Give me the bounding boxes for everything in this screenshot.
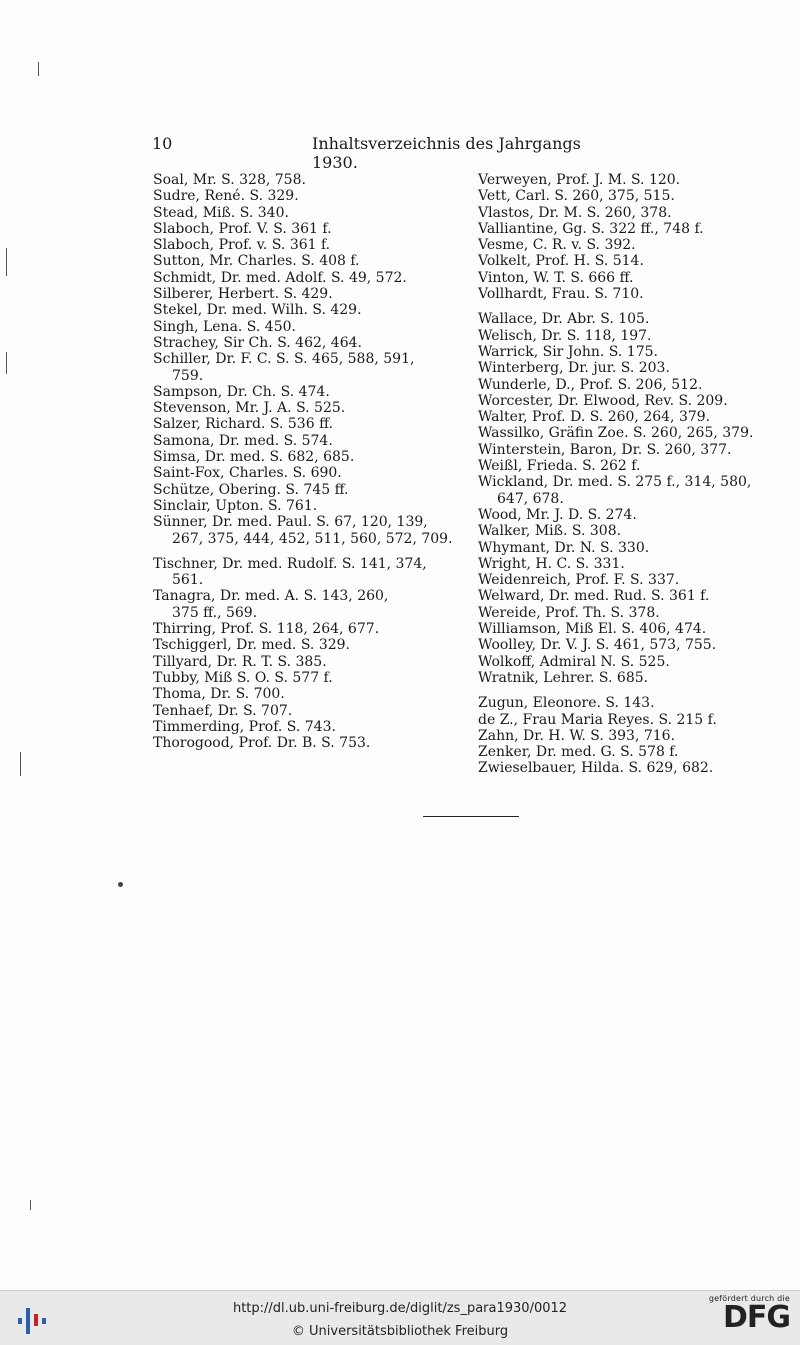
index-entry-text: Sampson, Dr. Ch. S. 474. bbox=[153, 383, 330, 400]
index-entry bbox=[478, 425, 788, 441]
section-gap bbox=[478, 302, 788, 311]
index-entry-text: Walter, Prof. D. S. 260, 264, 379. bbox=[478, 409, 711, 426]
index-entry bbox=[153, 351, 463, 384]
index-entry-text: Stead, Miß. S. 340. bbox=[153, 204, 289, 221]
index-entry bbox=[153, 719, 463, 735]
index-entry-text: Soal, Mr. S. 328, 758. bbox=[153, 172, 306, 188]
index-entry bbox=[478, 286, 788, 302]
index-entry bbox=[478, 221, 788, 237]
end-rule bbox=[423, 816, 519, 817]
index-entry bbox=[153, 433, 463, 449]
index-entry bbox=[478, 205, 788, 221]
index-entry bbox=[478, 572, 788, 588]
index-entry-text: Sutton, Mr. Charles. S. 408 f. bbox=[153, 253, 360, 270]
index-entry-text: Singh, Lena. S. 450. bbox=[153, 318, 296, 335]
index-entry bbox=[153, 686, 463, 702]
index-entry-text: Thoma, Dr. S. 700. bbox=[153, 686, 285, 703]
index-entry bbox=[153, 400, 463, 416]
index-entry bbox=[153, 221, 463, 237]
index-entry bbox=[153, 735, 463, 751]
index-entry bbox=[153, 270, 463, 286]
index-entry bbox=[153, 172, 463, 188]
index-entry bbox=[478, 507, 788, 523]
index-entry bbox=[478, 344, 788, 360]
index-entry-text: Walker, Miß. S. 308. bbox=[478, 523, 622, 540]
index-entry-text: Vinton, W. T. S. 666 ff. bbox=[478, 269, 634, 286]
footer-copyright: © Universitätsbibliothek Freiburg bbox=[291, 1324, 509, 1339]
index-entry-text: Wereide, Prof. Th. S. 378. bbox=[478, 604, 660, 621]
index-entry bbox=[153, 384, 463, 400]
index-entry bbox=[478, 311, 788, 327]
index-entry bbox=[153, 188, 463, 204]
index-entry bbox=[153, 319, 463, 335]
index-entry bbox=[478, 328, 788, 344]
index-entry bbox=[478, 377, 788, 393]
index-entry-text: Strachey, Sir Ch. S. 462, 464. bbox=[153, 334, 362, 351]
index-entry-text: Valliantine, Gg. S. 322 ff., 748 f. bbox=[478, 220, 704, 237]
index-entry bbox=[478, 695, 788, 711]
index-entry-text: Slaboch, Prof. V. S. 361 f. bbox=[153, 220, 332, 237]
index-entry-text: Zugun, Eleonore. S. 143. bbox=[478, 695, 655, 712]
footer-url[interactable]: http://dl.ub.uni-freiburg.de/diglit/zs_para1930/0012 bbox=[232, 1301, 568, 1316]
index-entry bbox=[478, 393, 788, 409]
index-entry-text: Woolley, Dr. V. J. S. 461, 573, 755. bbox=[478, 637, 717, 654]
index-entry bbox=[478, 270, 788, 286]
index-entry bbox=[478, 360, 788, 376]
index-entry-text: Schmidt, Dr. med. Adolf. S. 49, 572. bbox=[153, 269, 407, 286]
index-entry bbox=[478, 172, 788, 188]
index-entry bbox=[478, 712, 788, 728]
dfg-wordmark: DFG bbox=[722, 1300, 790, 1335]
index-entry-text: Tanagra, Dr. med. A. S. 143, 260, bbox=[153, 588, 389, 605]
index-entry-text: Welward, Dr. med. Rud. S. 361 f. bbox=[478, 588, 710, 605]
index-entry-text: Zwieselbauer, Hilda. S. 629, 682. bbox=[478, 760, 714, 777]
index-entry bbox=[478, 605, 788, 621]
index-entry bbox=[478, 654, 788, 670]
index-entry bbox=[153, 514, 463, 547]
index-entry-text: Wratnik, Lehrer. S. 685. bbox=[478, 669, 649, 686]
index-entry bbox=[153, 621, 463, 637]
index-entry-text: Wickland, Dr. med. S. 275 f., 314, 580, bbox=[478, 474, 752, 491]
index-entry-text: Sünner, Dr. med. Paul. S. 67, 120, 139, bbox=[153, 514, 428, 531]
index-column-right bbox=[478, 172, 788, 777]
index-entry bbox=[153, 449, 463, 465]
index-entry bbox=[478, 237, 788, 253]
index-entry bbox=[153, 482, 463, 498]
index-entry-text: Whymant, Dr. N. S. 330. bbox=[478, 539, 650, 556]
index-entry-text: Volkelt, Prof. H. S. 514. bbox=[478, 253, 644, 270]
index-entry bbox=[153, 654, 463, 670]
index-entry-text: Wassilko, Gräfin Zoe. S. 260, 265, 379. bbox=[478, 425, 754, 442]
index-entry bbox=[478, 458, 788, 474]
index-entry bbox=[478, 188, 788, 204]
index-entry-text: Williamson, Miß El. S. 406, 474. bbox=[478, 621, 707, 638]
page-number: 10 bbox=[152, 134, 173, 153]
index-entry-text: Wallace, Dr. Abr. S. 105. bbox=[478, 311, 650, 328]
index-entry-text: Vlastos, Dr. M. S. 260, 378. bbox=[478, 204, 672, 221]
index-entry-text: Schütze, Obering. S. 745 ff. bbox=[153, 481, 349, 498]
index-entry-text: Sudre, René. S. 329. bbox=[153, 188, 299, 205]
index-entry-text: Zahn, Dr. H. W. S. 393, 716. bbox=[478, 727, 676, 744]
index-entry-text: Weidenreich, Prof. F. S. 337. bbox=[478, 572, 680, 589]
index-entry bbox=[153, 416, 463, 432]
index-entry bbox=[478, 540, 788, 556]
index-entry-text: Warrick, Sir John. S. 175. bbox=[478, 343, 658, 360]
margin-mark bbox=[30, 1200, 31, 1210]
index-entry-text: Salzer, Richard. S. 536 ff. bbox=[153, 416, 333, 433]
index-entry-text: Stekel, Dr. med. Wilh. S. 429. bbox=[153, 302, 362, 319]
index-entry-text: Slaboch, Prof. v. S. 361 f. bbox=[153, 237, 331, 254]
index-entry-text: Welisch, Dr. S. 118, 197. bbox=[478, 327, 652, 344]
index-entry bbox=[153, 253, 463, 269]
index-entry-text: Tillyard, Dr. R. T. S. 385. bbox=[153, 653, 327, 670]
index-entry-text: Verweyen, Prof. J. M. S. 120. bbox=[478, 172, 681, 188]
index-entry-text: Tischner, Dr. med. Rudolf. S. 141, 374, bbox=[153, 555, 427, 572]
index-entry bbox=[478, 744, 788, 760]
index-entry bbox=[153, 335, 463, 351]
dfg-logo bbox=[706, 1294, 790, 1333]
index-entry-text: Samona, Dr. med. S. 574. bbox=[153, 432, 333, 449]
footer-bar bbox=[0, 1290, 800, 1345]
index-entry bbox=[478, 621, 788, 637]
margin-mark bbox=[6, 352, 7, 374]
index-entry-text: Tenhaef, Dr. S. 707. bbox=[153, 702, 293, 719]
index-entry bbox=[478, 442, 788, 458]
index-entry-text: Vett, Carl. S. 260, 375, 515. bbox=[478, 188, 675, 205]
index-entry bbox=[478, 760, 788, 776]
index-entry-text: Silberer, Herbert. S. 429. bbox=[153, 286, 333, 303]
index-column-left bbox=[153, 172, 463, 751]
index-entry-continuation: 759. bbox=[172, 367, 204, 384]
index-entry-text: Wolkoff, Admiral N. S. 525. bbox=[478, 653, 670, 670]
section-gap bbox=[153, 547, 463, 556]
index-entry bbox=[478, 409, 788, 425]
index-entry-text: de Z., Frau Maria Reyes. S. 215 f. bbox=[478, 711, 717, 728]
index-entry-text: Sinclair, Upton. S. 761. bbox=[153, 497, 318, 514]
index-entry bbox=[153, 637, 463, 653]
index-entry bbox=[478, 670, 788, 686]
index-entry bbox=[478, 556, 788, 572]
library-logo-icon bbox=[14, 1298, 54, 1338]
index-entry-text: Winterberg, Dr. jur. S. 203. bbox=[478, 360, 670, 377]
index-entry-text: Wright, H. C. S. 331. bbox=[478, 555, 625, 572]
dfg-funding-note: gefördert durch die bbox=[708, 1294, 790, 1303]
index-entry bbox=[153, 237, 463, 253]
index-entry-continuation: 647, 678. bbox=[497, 490, 564, 507]
index-entry-continuation: 267, 375, 444, 452, 511, 560, 572, 709. bbox=[172, 530, 453, 547]
index-entry bbox=[153, 286, 463, 302]
index-entry-text: Simsa, Dr. med. S. 682, 685. bbox=[153, 449, 355, 466]
index-entry-text: Tschiggerl, Dr. med. S. 329. bbox=[153, 637, 350, 654]
index-entry bbox=[478, 474, 788, 507]
index-entry-text: Vollhardt, Frau. S. 710. bbox=[478, 286, 644, 303]
index-entry bbox=[153, 498, 463, 514]
margin-mark bbox=[38, 62, 39, 76]
index-entry bbox=[478, 637, 788, 653]
margin-mark bbox=[20, 752, 21, 776]
index-entry-text: Zenker, Dr. med. G. S. 578 f. bbox=[478, 744, 679, 761]
index-entry-text: Tubby, Miß S. O. S. 577 f. bbox=[153, 669, 333, 686]
page-header bbox=[152, 134, 602, 172]
index-entry-text: Wunderle, D., Prof. S. 206, 512. bbox=[478, 376, 703, 393]
index-entry bbox=[153, 205, 463, 221]
index-entry-text: Vesme, C. R. v. S. 392. bbox=[478, 237, 636, 254]
index-entry-text: Timmerding, Prof. S. 743. bbox=[153, 718, 336, 735]
index-entry-text: Saint-Fox, Charles. S. 690. bbox=[153, 465, 342, 482]
index-entry bbox=[478, 588, 788, 604]
page-title: Inhaltsverzeichnis des Jahrgangs 1930. bbox=[312, 134, 581, 172]
index-entry-text: Stevenson, Mr. J. A. S. 525. bbox=[153, 400, 346, 417]
index-entry-continuation: 375 ff., 569. bbox=[172, 604, 258, 621]
index-entry-text: Thorogood, Prof. Dr. B. S. 753. bbox=[153, 735, 371, 752]
index-entry-text: Schiller, Dr. F. C. S. S. 465, 588, 591, bbox=[153, 351, 415, 368]
margin-mark bbox=[6, 248, 7, 276]
ink-speck bbox=[118, 882, 123, 887]
section-gap bbox=[478, 686, 788, 695]
index-entry-text: Weißl, Frieda. S. 262 f. bbox=[478, 458, 641, 475]
index-entry bbox=[153, 588, 463, 621]
index-entry-text: Thirring, Prof. S. 118, 264, 677. bbox=[153, 621, 380, 638]
index-entry-continuation: 561. bbox=[172, 572, 204, 589]
index-entry-text: Worcester, Dr. Elwood, Rev. S. 209. bbox=[478, 392, 728, 409]
index-entry bbox=[153, 556, 463, 589]
index-entry-text: Wood, Mr. J. D. S. 274. bbox=[478, 506, 637, 523]
index-entry bbox=[153, 703, 463, 719]
index-entry bbox=[153, 670, 463, 686]
index-entry bbox=[478, 253, 788, 269]
index-entry bbox=[153, 302, 463, 318]
index-entry bbox=[478, 728, 788, 744]
index-entry bbox=[478, 523, 788, 539]
index-entry bbox=[153, 465, 463, 481]
index-entry-text: Winterstein, Baron, Dr. S. 260, 377. bbox=[478, 441, 732, 458]
